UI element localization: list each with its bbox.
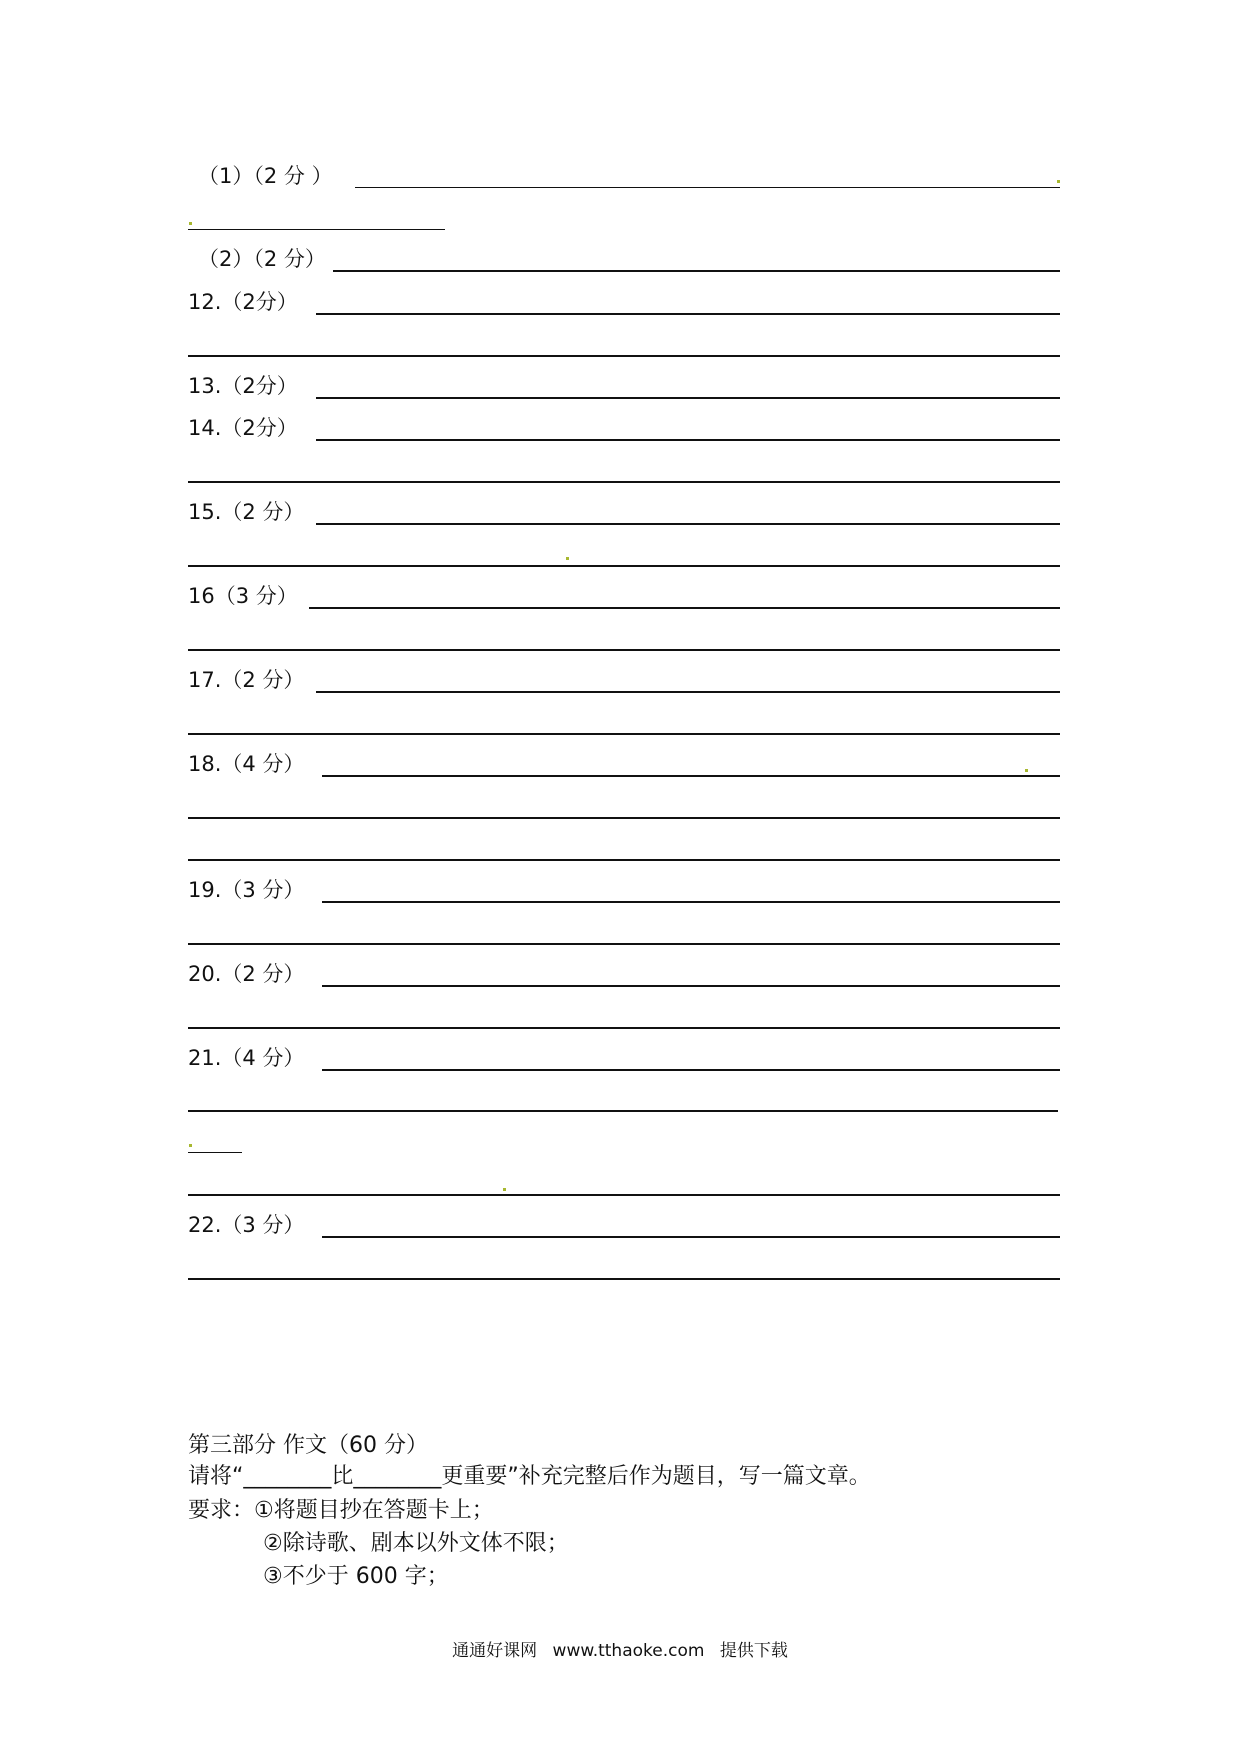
answer-line[interactable] xyxy=(316,691,1060,693)
answer-line[interactable] xyxy=(188,1110,1058,1112)
scan-speck xyxy=(503,1188,506,1191)
essay-requirement: 要求：①将题目抄在答题卡上； xyxy=(188,1498,494,1523)
question-label: 15.（2 分） xyxy=(188,500,305,524)
answer-line[interactable] xyxy=(188,817,1060,819)
answer-line[interactable] xyxy=(188,1194,1060,1196)
page-footer xyxy=(0,1640,1240,1662)
scan-speck xyxy=(566,557,569,560)
question-label: 22.（3 分） xyxy=(188,1213,305,1237)
scan-speck xyxy=(189,1144,192,1147)
answer-line[interactable] xyxy=(316,313,1060,315)
question-label: 20.（2 分） xyxy=(188,962,305,986)
answer-line[interactable] xyxy=(188,1278,1060,1280)
answer-line[interactable] xyxy=(309,607,1060,609)
answer-line[interactable] xyxy=(188,733,1060,735)
question-label: 21.（4 分） xyxy=(188,1046,305,1070)
answer-line[interactable] xyxy=(316,439,1060,441)
scan-speck xyxy=(1025,769,1028,772)
footer-url[interactable]: www.tthaoke.com xyxy=(552,1641,705,1661)
question-label: （1）（2 分 ） xyxy=(198,164,333,188)
question-label: 16（3 分） xyxy=(188,584,298,608)
answer-line[interactable] xyxy=(322,901,1060,903)
answer-line[interactable] xyxy=(188,649,1060,651)
answer-line[interactable] xyxy=(188,859,1060,861)
question-label: 14.（2分） xyxy=(188,416,298,440)
answer-line[interactable] xyxy=(188,355,1060,357)
question-label: 13.（2分） xyxy=(188,374,298,398)
question-label: 18.（4 分） xyxy=(188,752,305,776)
answer-line[interactable] xyxy=(322,985,1060,987)
essay-heading: 第三部分 作文（60 分） xyxy=(188,1433,428,1458)
answer-line[interactable] xyxy=(333,270,1060,272)
answer-line[interactable] xyxy=(322,1236,1060,1238)
answer-line[interactable] xyxy=(316,397,1060,399)
essay-requirement: ③不少于 600 字； xyxy=(263,1564,449,1589)
answer-line[interactable] xyxy=(188,229,445,230)
answer-line[interactable] xyxy=(188,481,1060,483)
answer-line[interactable] xyxy=(188,943,1060,945)
scan-speck xyxy=(189,222,192,225)
answer-line[interactable] xyxy=(188,565,1060,567)
footer-suffix: 提供下载 xyxy=(719,1641,788,1661)
question-label: 19.（3 分） xyxy=(188,878,305,902)
answer-line[interactable] xyxy=(188,1152,242,1153)
scan-speck xyxy=(1057,180,1060,183)
essay-prompt: 请将“________比________更重要”补充完整后作为题目，写一篇文章。 xyxy=(188,1464,871,1489)
question-label: 17.（2 分） xyxy=(188,668,305,692)
answer-line[interactable] xyxy=(188,1027,1060,1029)
answer-line[interactable] xyxy=(322,775,1060,777)
answer-line[interactable] xyxy=(322,1069,1060,1071)
question-label: （2）（2 分） xyxy=(198,247,326,271)
answer-line[interactable] xyxy=(355,187,1060,188)
essay-requirement: ②除诗歌、剧本以外文体不限； xyxy=(263,1531,569,1556)
answer-line[interactable] xyxy=(316,523,1060,525)
footer-site-name: 通通好课网 xyxy=(452,1641,538,1661)
question-label: 12.（2分） xyxy=(188,290,298,314)
